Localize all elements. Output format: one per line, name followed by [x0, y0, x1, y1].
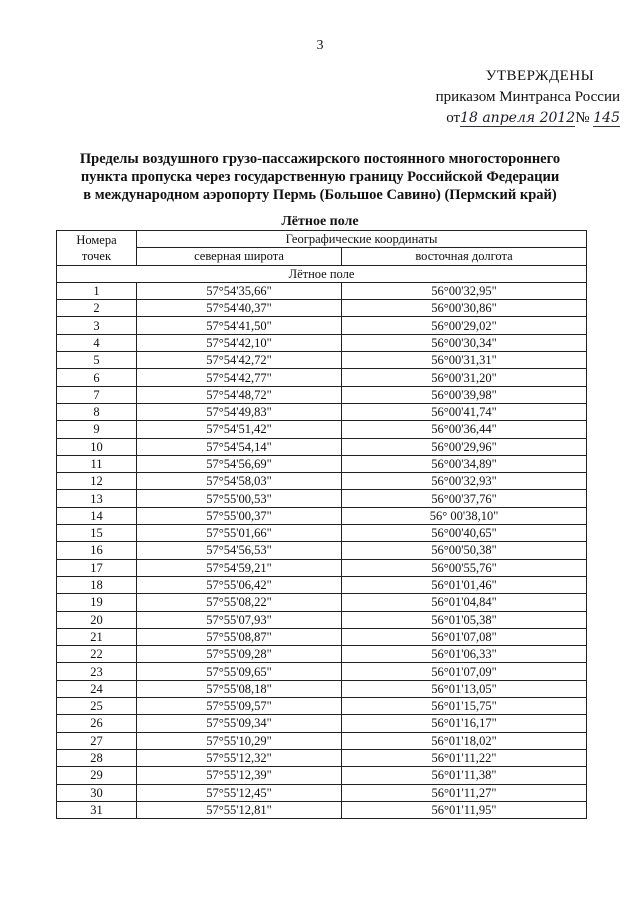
approval-date-handwritten: 18 апреля 2012: [460, 110, 576, 126]
document-title-line-1: Пределы воздушного грузо-пассажирского постоянного многостороннего: [79, 151, 561, 167]
point-number-cell: 5: [57, 352, 137, 369]
header-number-top: Номера: [57, 231, 137, 248]
table-row: [57, 559, 587, 576]
table-row: [57, 542, 587, 559]
longitude-cell: 56°01'06,33": [342, 646, 587, 663]
latitude-cell: 57°54'42,10": [137, 334, 342, 351]
table-row: [57, 680, 587, 697]
header-number-bottom: точек: [57, 248, 137, 265]
header-geo-coordinates: Географические координаты: [137, 231, 587, 248]
latitude-cell: 57°55'10,29": [137, 732, 342, 749]
page-number: 3: [316, 38, 324, 53]
latitude-cell: 57°55'09,65": [137, 663, 342, 680]
table-row: [57, 282, 587, 299]
longitude-cell: 56°01'18,02": [342, 732, 587, 749]
point-number-cell: 17: [57, 559, 137, 576]
table-row: [57, 438, 587, 455]
latitude-cell: 57°55'00,37": [137, 507, 342, 524]
approval-number-prefix: №: [575, 110, 590, 126]
point-number-cell: 6: [57, 369, 137, 386]
latitude-cell: 57°54'54,14": [137, 438, 342, 455]
point-number-cell: 26: [57, 715, 137, 732]
table-row: [57, 386, 587, 403]
header-latitude: северная широта: [137, 248, 342, 265]
table-row: [57, 594, 587, 611]
point-number-cell: 25: [57, 698, 137, 715]
table-row: [57, 732, 587, 749]
table-row: [57, 334, 587, 351]
latitude-cell: 57°55'08,18": [137, 680, 342, 697]
longitude-cell: 56°00'37,76": [342, 490, 587, 507]
longitude-cell: 56°00'31,31": [342, 352, 587, 369]
point-number-cell: 21: [57, 628, 137, 645]
latitude-cell: 57°54'56,53": [137, 542, 342, 559]
latitude-cell: 57°54'49,83": [137, 403, 342, 420]
point-number-cell: 4: [57, 334, 137, 351]
longitude-cell: 56°01'15,75": [342, 698, 587, 715]
longitude-cell: 56°00'50,38": [342, 542, 587, 559]
latitude-cell: 57°54'35,66": [137, 282, 342, 299]
point-number-cell: 28: [57, 749, 137, 766]
longitude-cell: 56°01'07,08": [342, 628, 587, 645]
approval-number-handwritten: 145: [593, 110, 620, 126]
table-row: [57, 403, 587, 420]
latitude-cell: 57°54'56,69": [137, 455, 342, 472]
point-number-cell: 29: [57, 767, 137, 784]
table-row: [57, 646, 587, 663]
table-row: [57, 490, 587, 507]
latitude-cell: 57°54'42,77": [137, 369, 342, 386]
longitude-cell: 56°01'05,38": [342, 611, 587, 628]
latitude-cell: 57°54'48,72": [137, 386, 342, 403]
longitude-cell: 56°00'29,02": [342, 317, 587, 334]
approval-title: УТВЕРЖДЕНЫ: [485, 68, 595, 84]
table-row: [57, 715, 587, 732]
document-title: [40, 150, 600, 204]
longitude-cell: 56°01'07,09": [342, 663, 587, 680]
table-row: [57, 611, 587, 628]
table-row: [57, 421, 587, 438]
point-number-cell: 23: [57, 663, 137, 680]
table-row: [57, 698, 587, 715]
longitude-cell: 56°00'41,74": [342, 403, 587, 420]
table-row: [57, 663, 587, 680]
point-number-cell: 20: [57, 611, 137, 628]
longitude-cell: 56°01'04,84": [342, 594, 587, 611]
document-title-line-3: в международном аэропорту Пермь (Большое Савино) (Пермский край): [83, 187, 557, 203]
latitude-cell: 57°55'07,93": [137, 611, 342, 628]
point-number-cell: 11: [57, 455, 137, 472]
table-row: [57, 317, 587, 334]
longitude-cell: 56°00'55,76": [342, 559, 587, 576]
latitude-cell: 57°54'41,50": [137, 317, 342, 334]
table-row: [57, 628, 587, 645]
coordinates-table-body: [57, 265, 587, 819]
approval-from-prefix: от: [446, 110, 461, 126]
point-number-cell: 3: [57, 317, 137, 334]
longitude-cell: 56°00'29,96": [342, 438, 587, 455]
point-number-cell: 13: [57, 490, 137, 507]
point-number-cell: 12: [57, 473, 137, 490]
latitude-cell: 57°55'09,34": [137, 715, 342, 732]
latitude-cell: 57°55'08,87": [137, 628, 342, 645]
point-number-cell: 19: [57, 594, 137, 611]
latitude-cell: 57°55'09,28": [137, 646, 342, 663]
latitude-cell: 57°55'12,32": [137, 749, 342, 766]
latitude-cell: 57°55'09,57": [137, 698, 342, 715]
point-number-cell: 2: [57, 300, 137, 317]
latitude-cell: 57°54'51,42": [137, 421, 342, 438]
longitude-cell: 56°01'11,38": [342, 767, 587, 784]
longitude-cell: 56°00'36,44": [342, 421, 587, 438]
longitude-cell: 56°00'30,86": [342, 300, 587, 317]
point-number-cell: 8: [57, 403, 137, 420]
latitude-cell: 57°54'59,21": [137, 559, 342, 576]
section-title: Лётное поле: [281, 214, 359, 229]
latitude-cell: 57°55'12,45": [137, 784, 342, 801]
point-number-cell: 10: [57, 438, 137, 455]
longitude-cell: 56°00'32,93": [342, 473, 587, 490]
longitude-cell: 56°00'31,20": [342, 369, 587, 386]
point-number-cell: 30: [57, 784, 137, 801]
point-number-cell: 22: [57, 646, 137, 663]
point-number-cell: 18: [57, 576, 137, 593]
point-number-cell: 14: [57, 507, 137, 524]
table-row: [57, 767, 587, 784]
longitude-cell: 56°01'01,46": [342, 576, 587, 593]
header-longitude: восточная долгота: [342, 248, 587, 265]
longitude-cell: 56°01'16,17": [342, 715, 587, 732]
latitude-cell: 57°54'42,72": [137, 352, 342, 369]
point-number-cell: 16: [57, 542, 137, 559]
table-row: [57, 525, 587, 542]
approval-order-text: приказом Минтранса России: [435, 89, 620, 105]
subsection-row: Лётное поле: [57, 265, 587, 282]
point-number-cell: 9: [57, 421, 137, 438]
point-number-cell: 27: [57, 732, 137, 749]
table-row: [57, 507, 587, 524]
point-number-cell: 24: [57, 680, 137, 697]
table-row: [57, 749, 587, 766]
latitude-cell: 57°54'40,37": [137, 300, 342, 317]
longitude-cell: 56°01'11,22": [342, 749, 587, 766]
latitude-cell: 57°55'06,42": [137, 576, 342, 593]
table-row: [57, 300, 587, 317]
latitude-cell: 57°54'58,03": [137, 473, 342, 490]
point-number-cell: 31: [57, 801, 137, 818]
latitude-cell: 57°55'12,81": [137, 801, 342, 818]
latitude-cell: 57°55'00,53": [137, 490, 342, 507]
latitude-cell: 57°55'01,66": [137, 525, 342, 542]
longitude-cell: 56°00'40,65": [342, 525, 587, 542]
longitude-cell: 56°00'39,98": [342, 386, 587, 403]
point-number-cell: 1: [57, 282, 137, 299]
approval-block: [420, 66, 620, 129]
longitude-cell: 56° 00'38,10": [342, 507, 587, 524]
longitude-cell: 56°00'34,89": [342, 455, 587, 472]
point-number-cell: 15: [57, 525, 137, 542]
table-row: [57, 801, 587, 818]
approval-date-line: [420, 108, 620, 129]
table-row: [57, 784, 587, 801]
table-row: [57, 473, 587, 490]
coordinates-table: [56, 230, 587, 819]
table-row: [57, 369, 587, 386]
longitude-cell: 56°00'30,34": [342, 334, 587, 351]
point-number-cell: 7: [57, 386, 137, 403]
longitude-cell: 56°01'13,05": [342, 680, 587, 697]
table-row: [57, 455, 587, 472]
latitude-cell: 57°55'08,22": [137, 594, 342, 611]
longitude-cell: 56°01'11,27": [342, 784, 587, 801]
document-title-line-2: пункта пропуска через государственную границу Российской Федерации: [80, 169, 560, 185]
table-row: [57, 576, 587, 593]
latitude-cell: 57°55'12,39": [137, 767, 342, 784]
longitude-cell: 56°01'11,95": [342, 801, 587, 818]
table-row: [57, 352, 587, 369]
longitude-cell: 56°00'32,95": [342, 282, 587, 299]
